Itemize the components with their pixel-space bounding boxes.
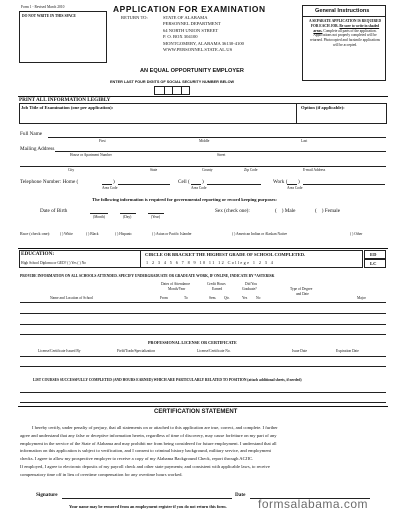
area-code-caption: Area Code	[102, 186, 118, 190]
first-name-caption: First	[99, 139, 106, 143]
education-divider	[140, 251, 141, 267]
instructions-divider	[303, 16, 385, 17]
month-year-header: Month/Year	[168, 287, 186, 291]
full-name-label: Full Name	[20, 131, 43, 137]
equal-opportunity-statement: AN EQUAL OPPORTUNITY EMPLOYER	[140, 68, 244, 74]
job-option-divider	[296, 104, 297, 123]
education-title: EDUCATION:	[21, 251, 55, 257]
signature-input[interactable]	[62, 498, 232, 499]
cell-area-code-input[interactable]	[191, 184, 201, 185]
to-header: To	[184, 296, 188, 300]
male-label: ) Male	[281, 208, 296, 214]
year-caption: (Year)	[151, 215, 161, 219]
home-area-code-input[interactable]	[102, 184, 112, 185]
address-line-2-input[interactable]	[20, 166, 386, 167]
certification-line: checks. I agree to allow my prospective employer to receive a copy of my Alabama Background Check, report through ACJIC.	[20, 456, 254, 462]
zip-caption: Zip Code	[244, 168, 258, 172]
paren-close: )	[298, 179, 300, 185]
month-caption: (Month)	[93, 215, 105, 219]
ssn-label: ENTER LAST FOUR DIGITS OF SOCIAL SECURITY NUMBER BELOW	[110, 80, 235, 84]
house-number-caption: House or Apartment Number	[70, 153, 112, 157]
courses-input[interactable]	[20, 402, 386, 403]
address-line: WWW.PERSONNEL.STATE.AL.US	[163, 47, 233, 53]
license-col-issuer: License/Certificate Issued By	[38, 349, 81, 353]
credit-hours-header: Credit Hours	[207, 282, 226, 286]
dob-label: Date of Birth	[40, 208, 68, 214]
earned-header: Earned	[212, 287, 223, 291]
form-number: Form 1 - Revised March 2010	[21, 5, 65, 9]
license-col-number: License/Certificate No.	[197, 349, 231, 353]
city-caption: City	[68, 168, 75, 172]
dob-day-input[interactable]	[120, 213, 136, 214]
option-label: Option (if applicable):	[301, 105, 345, 110]
ed-code-box	[364, 250, 386, 259]
section-rule	[18, 406, 388, 407]
race-american-indian-option[interactable]: ( ) American Indian or Alaskan Native	[232, 232, 288, 236]
return-to-label: RETURN TO:	[121, 15, 148, 20]
school-row-rule	[20, 302, 386, 303]
female-option[interactable]: ( ) Female	[315, 208, 341, 214]
from-header: From	[160, 296, 168, 300]
race-hispanic-option[interactable]: ( ) Hispanic	[115, 232, 132, 236]
schools-heading: PROVIDE INFORMATION ON ALL SCHOOLS ATTENDED. SPECIFY UNDERGRADUATE OR GRADUATE WORK, IF ONLINE, INDICATE BY *ASTERISK	[20, 274, 275, 278]
ssn-digit-boxes[interactable]	[154, 86, 190, 95]
male-option[interactable]: ( ) Male	[275, 208, 296, 214]
street-caption: Street	[217, 153, 226, 157]
instructions-separate: A SEPARATE APPLICATION IS REQUIRED FOR EACH JOB.	[308, 19, 382, 28]
address-line: 64 NORTH UNION STREET	[163, 27, 219, 33]
watermark: formsalabama.com	[258, 497, 369, 511]
school-row-input[interactable]	[20, 324, 386, 325]
state-caption: State	[150, 168, 158, 172]
telephone-label: Telephone Number: Home (	[20, 179, 79, 185]
option-input[interactable]	[300, 107, 385, 123]
general-instructions-box	[302, 5, 386, 81]
cell-label: Cell (	[178, 179, 190, 185]
school-row-input[interactable]	[20, 313, 386, 314]
license-row-rule	[20, 356, 386, 357]
no-header: No	[256, 296, 261, 300]
address-line: P. O. BOX 304100	[163, 34, 198, 40]
dob-month-input[interactable]	[90, 213, 108, 214]
work-label: Work (	[273, 179, 288, 185]
and-date-header: and Date	[296, 292, 309, 296]
job-title-label: Job Title of Examination (one per application):	[21, 105, 114, 110]
print-legibly: PRINT ALL INFORMATION LEGIBLY	[19, 97, 111, 103]
female-label: ) Female	[321, 208, 341, 214]
certification-line: agree and understand that any false or deceptive information herein, regardless of time of discovery, may cause forfeiture on my part of any	[20, 432, 277, 438]
home-phone-input[interactable]	[118, 184, 170, 185]
race-label: Race (check one):	[20, 231, 51, 236]
race-asian-option[interactable]: ( ) Asian or Pacific Islander	[152, 232, 192, 236]
lc-code-label: LC	[370, 261, 377, 266]
license-col-expiration: Expiration Date	[336, 349, 359, 353]
license-row-input[interactable]	[20, 366, 386, 367]
race-other-option[interactable]: ( ) Other	[350, 232, 363, 236]
certification-title: CERTIFICATION STATEMENT	[154, 409, 238, 415]
sem-header: Sem.	[209, 296, 217, 300]
paren-close: )	[202, 179, 204, 185]
last-name-caption: Last	[301, 139, 308, 143]
footer-notice: Your name may be removed from an employment register if you do not return this form.	[69, 504, 227, 509]
race-black-option[interactable]: ( ) Black	[86, 232, 99, 236]
full-name-input[interactable]	[48, 137, 386, 138]
instructions-text: Complete all parts of the application. Applications not properly completed will be returned. Photocopied and facsimile applications will be accepted.	[309, 28, 381, 47]
certification-line: I hereby certify, under penalty of perjury, that all statements on or attached to this application are true, correct, and complete. I further	[32, 425, 278, 430]
middle-name-caption: Middle	[199, 139, 210, 143]
certification-line: compensatory time off in lieu of overtime compensation for any overtime hours worked.	[20, 471, 183, 477]
area-code-caption: Area Code	[191, 186, 207, 190]
signature-label: Signature	[36, 492, 58, 498]
courses-heading: LIST COURSES SUCCESSFULLY COMPLETED (AND HOURS EARNED) WHICH ARE PARTICULARLY RELATED TO POSITION (attach additional sheets, if needed)	[33, 378, 302, 382]
ssn-divider	[172, 87, 173, 95]
job-title-input[interactable]	[20, 107, 290, 123]
ed-code-label: ED	[370, 252, 377, 257]
ssn-divider	[164, 87, 165, 95]
grade-scale[interactable]: 1 2 3 4 5 6 7 8 9 10 11 12 College 1 2 3 4	[146, 260, 275, 265]
license-title: PROFESSIONAL LICENSE OR CERTIFICATE	[148, 340, 237, 345]
certification-line: information on this application is subject to verification, and I consent to criminal history background, military service, and employment	[20, 448, 271, 454]
yes-header: Yes	[242, 296, 248, 300]
license-col-issue-date: Issue Date	[292, 349, 308, 353]
ssn-divider	[181, 87, 182, 95]
instructions-body	[307, 19, 383, 48]
county-caption: County	[202, 168, 213, 172]
dates-attendance-header: Dates of Attendance	[161, 282, 191, 286]
do-not-write-label: DO NOT WRITE IN THIS SPACE	[22, 14, 76, 18]
email-caption: E-mail Address	[303, 168, 326, 172]
date-label: Date	[235, 492, 246, 498]
government-notice: The following information is required for governmental reporting or record keeping purposes:	[92, 197, 277, 202]
education-box	[19, 250, 363, 268]
certification-line: employment in the service of the State of Alabama and may prohibit me from being considered for future employment. I understand that all	[20, 440, 277, 446]
grade-instructions: CIRCLE OR BRACKET THE HIGHEST GRADE OF SCHOOL COMPLETED.	[145, 252, 306, 257]
instructions-shaded: Be sure to write in shaded areas.	[313, 23, 380, 33]
major-header: Major	[357, 296, 366, 300]
return-address	[163, 15, 244, 53]
work-area-code-input[interactable]	[287, 184, 297, 185]
area-code-caption: Area Code	[287, 186, 303, 190]
mailing-address-label: Mailing Address	[20, 146, 55, 152]
license-col-field: Field/Trade/Specialization	[117, 349, 155, 353]
instructions-title: General Instructions	[315, 8, 370, 14]
form-title: APPLICATION FOR EXAMINATION	[113, 4, 266, 14]
cell-phone-input[interactable]	[207, 184, 261, 185]
address-line-1-input[interactable]	[55, 151, 386, 152]
address-line: STATE OF ALABAMA	[163, 15, 208, 20]
courses-input[interactable]	[20, 392, 386, 393]
sex-label: Sex (check one):	[215, 208, 250, 214]
address-line: PERSONNEL DEPARTMENT	[163, 21, 221, 27]
school-row-input[interactable]	[20, 334, 386, 335]
office-use-box	[19, 11, 107, 63]
day-caption: (Day)	[123, 215, 132, 219]
type-degree-header: Type of Degree	[290, 287, 313, 291]
paren-close: )	[113, 179, 115, 185]
school-name-header: Name and Location of School	[50, 296, 94, 300]
dob-year-input[interactable]	[148, 213, 164, 214]
race-white-option[interactable]: ( ) White	[60, 232, 73, 236]
address-line: MONTGOMERY, ALABAMA 36130-4100	[163, 40, 244, 46]
hs-diploma-question[interactable]: High School Diploma or GED? ( ) Yes ( ) No	[21, 261, 86, 265]
lc-code-box	[364, 259, 386, 268]
graduate-header: Graduate?	[242, 287, 257, 291]
certification-body	[20, 424, 390, 479]
did-you-header: Did You	[245, 282, 257, 286]
work-phone-input[interactable]	[303, 184, 385, 185]
qtr-header: Qtr.	[224, 296, 230, 300]
certification-line: If employed, I agree to electronic deposits of my payroll check and other state payments; and consistent with applicable laws, to receive	[20, 463, 270, 469]
